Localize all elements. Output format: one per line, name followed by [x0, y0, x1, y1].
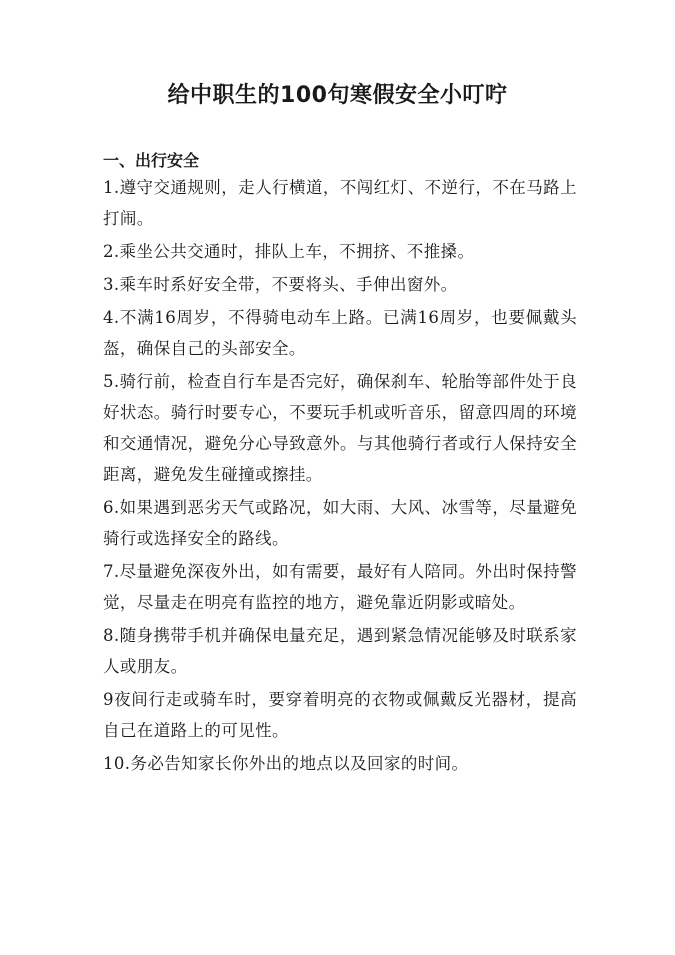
list-item: 2.乘坐公共交通时，排队上车，不拥挤、不推搡。	[103, 242, 475, 261]
list-item: 3.乘车时系好安全带，不要将头、手伸出窗外。	[103, 275, 458, 294]
list-item: 10.务必告知家长你外出的地点以及回家的时间。	[103, 754, 469, 773]
list-item: 6.如果遇到恶劣天气或路况，如大雨、大风、冰雪等，尽量避免骑行或选择安全的路线。	[103, 498, 577, 548]
section-heading: 一、出行安全	[103, 151, 200, 170]
list-item: 9夜间行走或骑车时，要穿着明亮的衣物或佩戴反光器材，提高自己在道路上的可见性。	[103, 690, 577, 740]
list-item: 8.随身携带手机并确保电量充足，遇到紧急情况能够及时联系家人或朋友。	[103, 626, 577, 676]
list-item: 1.遵守交通规则，走人行横道，不闯红灯、不逆行，不在马路上打闹。	[103, 178, 577, 228]
list-item: 4.不满16周岁，不得骑电动车上路。已满16周岁，也要佩戴头盔，确保自己的头部安全。	[103, 308, 577, 358]
safety-tips-list	[103, 172, 577, 781]
page-title: 给中职生的100句寒假安全小叮咛	[167, 83, 508, 108]
list-item: 5.骑行前，检查自行车是否完好，确保刹车、轮胎等部件处于良好状态。骑行时要专心，不要玩手机或听音乐，留意四周的环境和交通情况，避免分心导致意外。与其他骑行者或行人保持安全距离，避免发生碰撞或擦挂。	[103, 372, 577, 484]
list-item: 7.尽量避免深夜外出，如有需要，最好有人陪同。外出时保持警觉，尽量走在明亮有监控的地方，避免靠近阴影或暗处。	[103, 562, 577, 612]
